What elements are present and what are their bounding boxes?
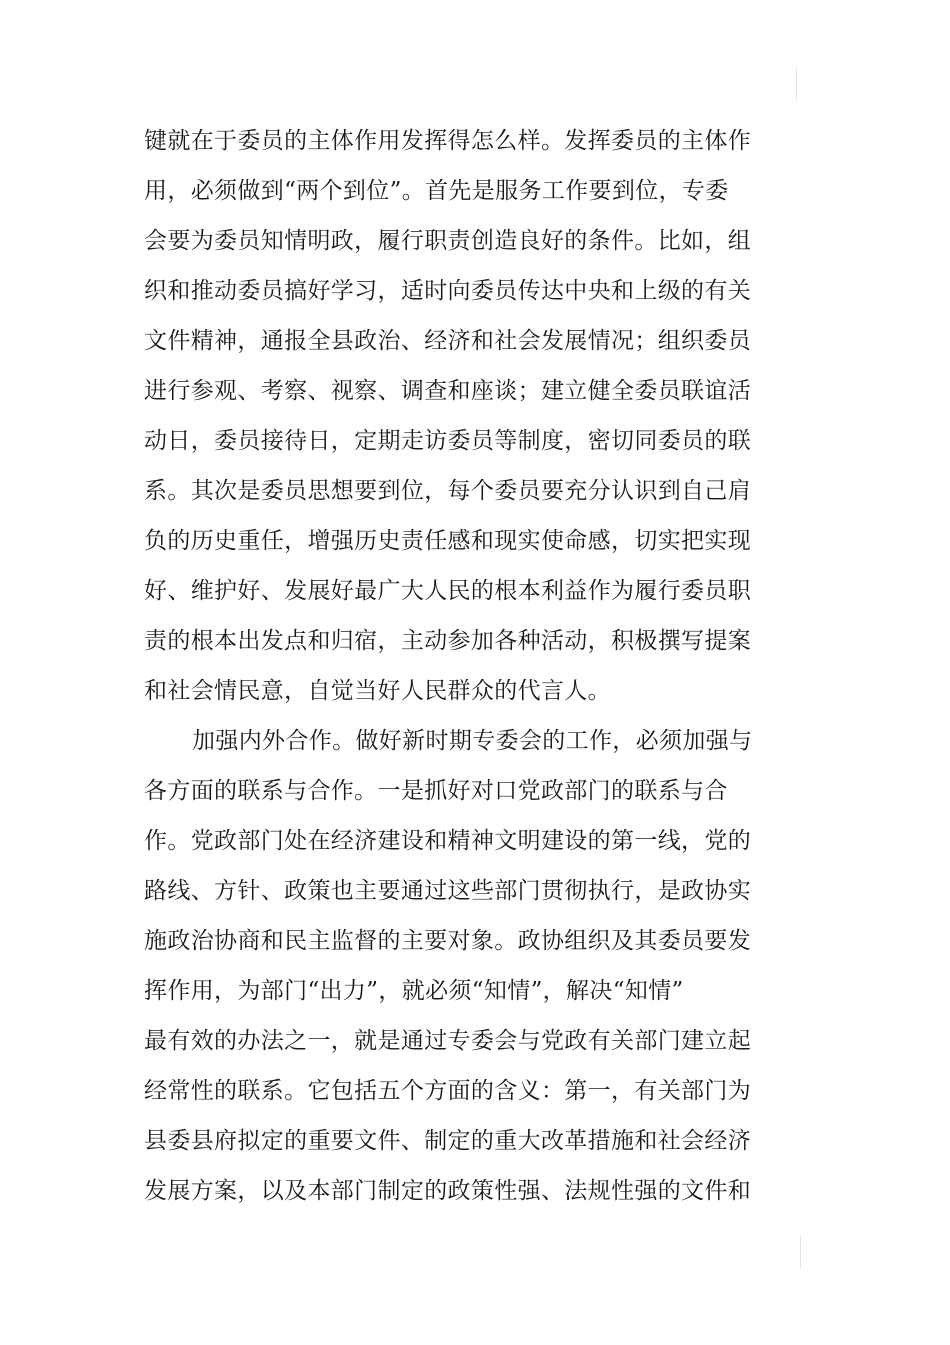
text-line: 作。党政部门处在经济建设和精神文明建设的第一线，党的 xyxy=(144,828,752,854)
text-line: 最有效的办法之一，就是通过专委会与党政有关部门建立起 xyxy=(144,1028,752,1054)
text-line: 县委县府拟定的重要文件、制定的重大改革措施和社会经济 xyxy=(144,1128,752,1154)
text-line: 责的根本出发点和归宿，主动参加各种活动，积极撰写提案 xyxy=(144,628,752,654)
text-line: 负的历史重任，增强历史责任感和现实使命感，切实把实现 xyxy=(144,528,752,554)
text-line: 系。其次是委员思想要到位，每个委员要充分认识到自己肩 xyxy=(144,478,752,504)
text-line: 用，必须做到“两个到位”。首先是服务工作要到位，专委 xyxy=(144,178,729,204)
text-line: 施政治协商和民主监督的主要对象。政协组织及其委员要发 xyxy=(144,928,752,954)
text-line: 进行参观、考察、视察、调查和座谈；建立健全委员联谊活 xyxy=(144,378,752,404)
paragraph-start-line: 加强内外合作。做好新时期专委会的工作，必须加强与 xyxy=(192,728,753,754)
top-right-margin-mark xyxy=(796,68,797,100)
bottom-right-margin-mark xyxy=(800,1236,801,1268)
text-line: 好、维护好、发展好最广大人民的根本利益作为履行委员职 xyxy=(144,578,752,604)
text-line: 经常性的联系。它包括五个方面的含义：第一，有关部门为 xyxy=(144,1078,752,1104)
text-line: 织和推动委员搞好学习，适时向委员传达中央和上级的有关 xyxy=(144,278,752,304)
text-line: 动日，委员接待日，定期走访委员等制度，密切同委员的联 xyxy=(144,428,752,454)
text-line: 和社会情民意，自觉当好人民群众的代言人。 xyxy=(144,678,611,704)
text-line: 发展方案，以及本部门制定的政策性强、法规性强的文件和 xyxy=(144,1178,752,1204)
text-line: 路线、方针、政策也主要通过这些部门贯彻执行，是政协实 xyxy=(144,878,752,904)
text-line: 文件精神，通报全县政治、经济和社会发展情况；组织委员 xyxy=(144,328,752,354)
text-line: 键就在于委员的主体作用发挥得怎么样。发挥委员的主体作 xyxy=(144,128,752,154)
text-line: 会要为委员知情明政，履行职责创造良好的条件。比如，组 xyxy=(144,228,752,254)
text-line: 各方面的联系与合作。一是抓好对口党政部门的联系与合 xyxy=(144,778,728,804)
text-line: 挥作用，为部门“出力”，就必须“知情”，解决“知情” xyxy=(144,978,684,1004)
